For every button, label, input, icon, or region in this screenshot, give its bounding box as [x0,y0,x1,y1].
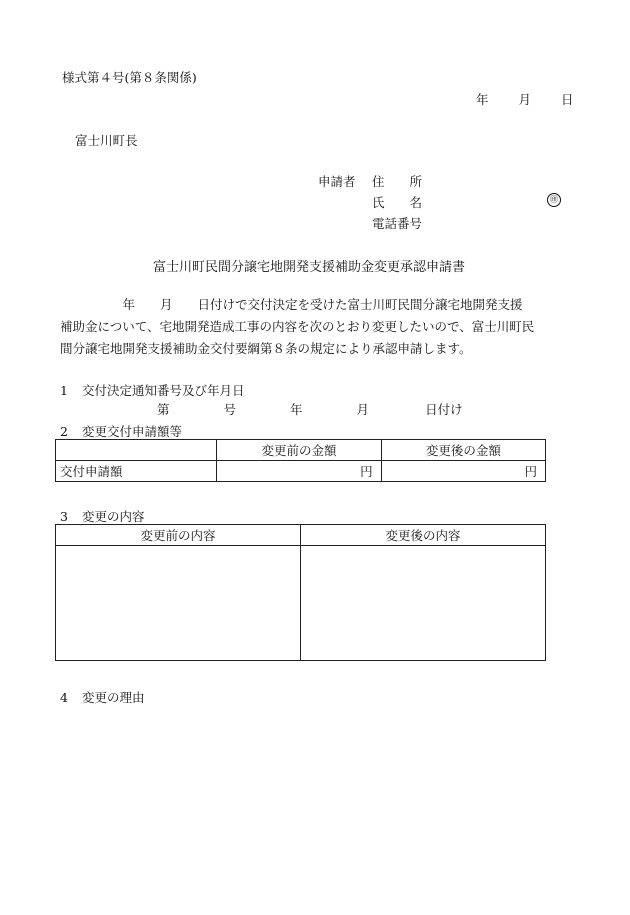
addressee: 富士川町長 [75,133,138,148]
notice-number-row [157,400,463,418]
amount-before-cell[interactable]: 円 [217,461,381,482]
section-3-heading [60,507,145,525]
section-2-number: 2 [60,424,68,439]
change-content-table [55,524,546,661]
notice-month: 月 [356,402,370,417]
notice-year: 年 [290,402,303,417]
phone-label: 電話番号 [372,216,423,231]
content-before-cell[interactable] [56,546,301,661]
notice-dated: 日付け [425,402,463,417]
notice-go: 号 [223,402,237,417]
content-header-after: 変更後の内容 [301,525,546,546]
applicant-label: 申請者 [318,174,356,189]
amount-header-row [56,440,546,461]
submission-date [476,90,574,108]
address-label: 住 所 [372,174,423,189]
amount-header-before: 変更前の金額 [217,440,381,461]
amount-header-after: 変更後の金額 [381,440,545,461]
content-header-row [56,525,546,546]
section-3-number: 3 [60,509,68,524]
content-header-before: 変更前の内容 [56,525,301,546]
section-1-title: 交付決定通知番号及び年月日 [82,383,245,398]
content-after-cell[interactable] [301,546,546,661]
amount-header-blank [56,440,217,461]
section-4-title: 変更の理由 [82,690,145,705]
date-year-label: 年 [476,92,489,107]
amount-row [56,461,546,482]
seal-icon [547,193,561,207]
document-title: 富士川町民間分譲宅地開発支援補助金変更承認申請書 [153,260,466,275]
body-paragraph [60,294,578,360]
body-line-3: 間分譲宅地開発支援補助金交付要綱第８条の規定により承認申請します。 [60,341,472,356]
section-1-heading [60,381,245,399]
date-day-label: 日 [561,92,574,107]
content-body-row [56,546,546,661]
body-line-2: 補助金について、宅地開発造成工事の内容を次のとおり変更したいので、富士川町民 [60,319,535,334]
section-2-heading [60,422,182,440]
section-2-title: 変更交付申請額等 [82,424,183,439]
section-4-heading [60,688,145,706]
form-number: 様式第４号(第８条関係) [62,70,197,85]
section-4-number: 4 [60,690,68,705]
date-month-label: 月 [518,92,532,107]
name-label: 氏 名 [372,195,423,210]
section-1-number: 1 [60,383,68,398]
seal-glyph: ㊞ [550,195,558,204]
amount-table [55,439,546,482]
amount-row-label: 交付申請額 [56,461,217,482]
notice-dai: 第 [157,402,170,417]
body-line-1: 年 月 日付けで交付決定を受けた富士川町民間分譲宅地開発支援 [60,297,523,312]
amount-after-cell[interactable]: 円 [381,461,545,482]
section-3-title: 変更の内容 [82,509,145,524]
